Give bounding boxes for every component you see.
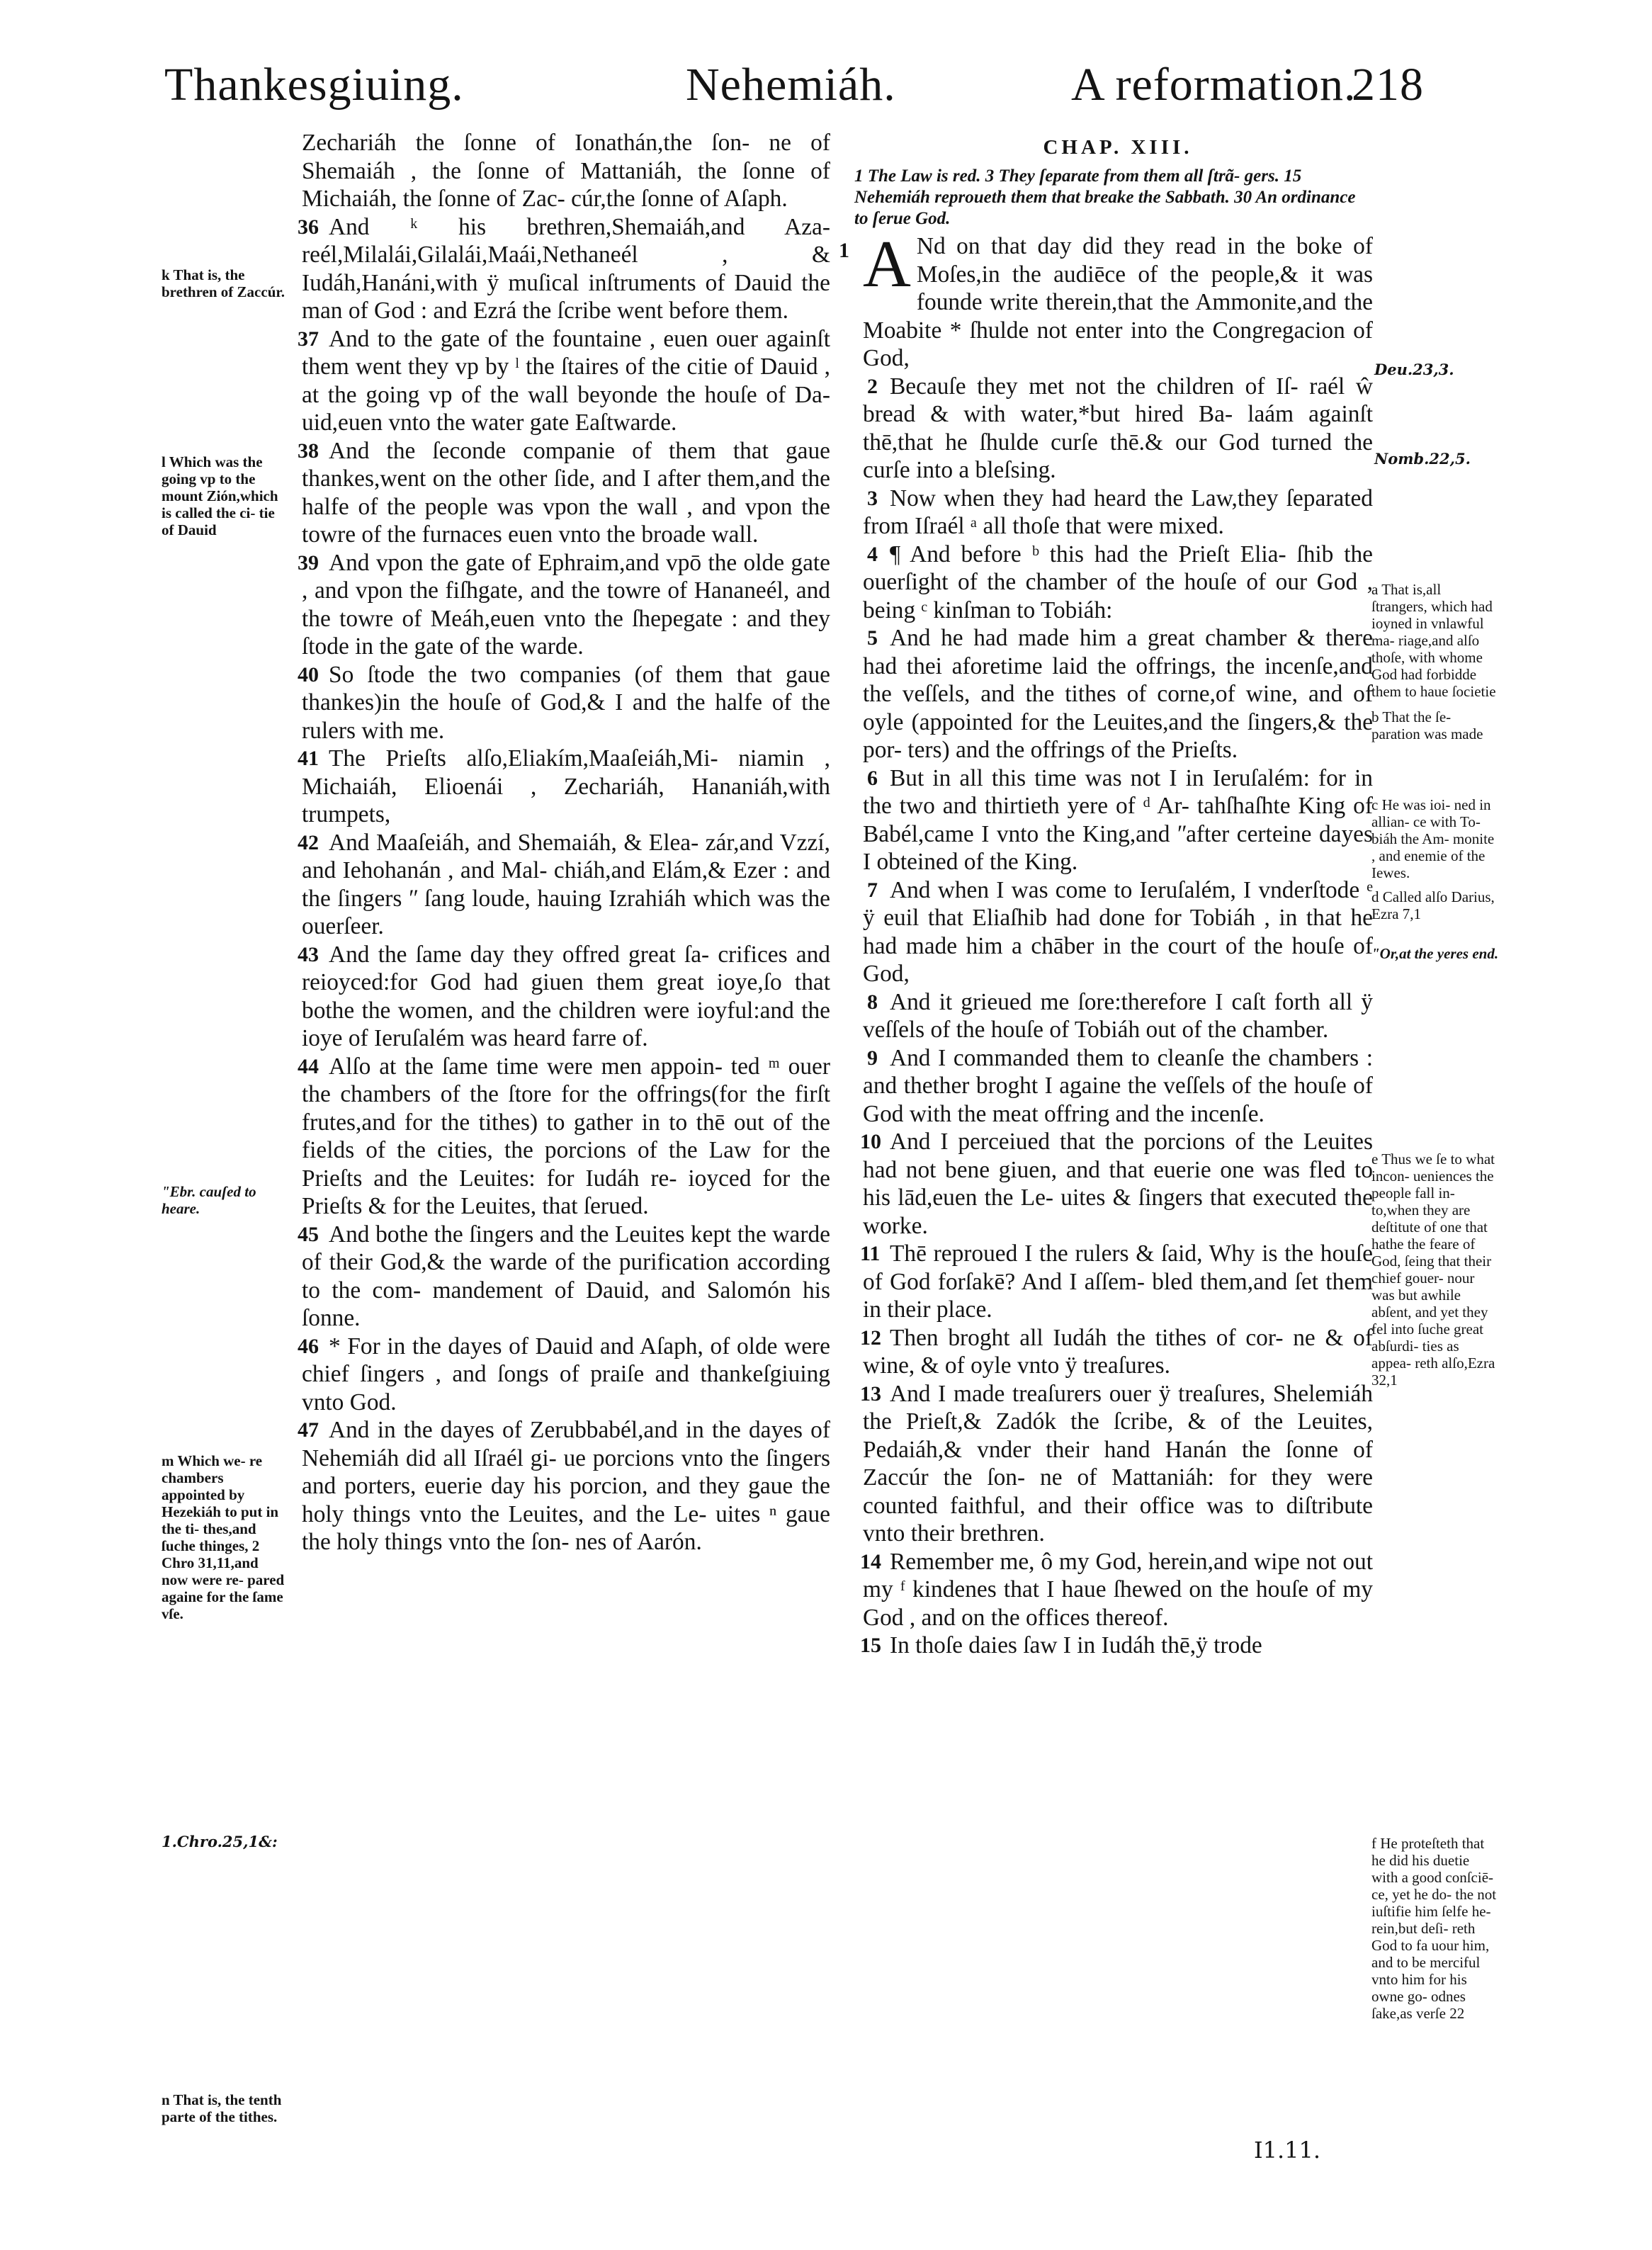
verse: 4 ¶ And before ᵇ this had the Prieſt Elia- ſhib the ouerſight of the chamber of the houſe of our God , being ᶜ kinſman to Tobiáh: [863,541,1373,625]
margin-note-c: c He was ioi- ned in allian- ce with To- biáh the Am- monite , and enemie of the Iewes. [1371,796,1495,881]
verse-number: 14 [860,1549,881,1573]
verse-number: 37 [298,327,319,351]
verse: 40 So ſtode the two companies (of them that gaue thankes)in the houſe of God,& I and the halfe of the rulers with me. [302,661,830,745]
verse-number: 39 [298,550,319,575]
verse-number: 5 [867,626,878,650]
verse-number: 7 [867,878,878,902]
verse: 41 The Prieſts alſo,Eliakím,Maaſeiáh,Mi- niamin , Michaiáh, Elioenái , Zechariáh, Hananiáh,with trumpets, [302,745,830,829]
catchword: I1.11. [1254,2137,1321,2164]
drop-cap: A [863,227,911,301]
cross-reference-numbers: Nomb.22,5. [1374,450,1471,468]
verse-number: 4 [867,542,878,566]
verse: 15 In thoſe daies ſaw I in Iudáh thē,ÿ trode [863,1632,1373,1660]
verse-number: 42 [298,830,319,854]
verse: 13 And I made treaſurers ouer ÿ treaſures, Shelemiáh the Prieſt,& Zadók the ſcribe, & of the Leuites, Pedaiáh,& vnder their hand Hanán the ſonne of Zaccúr the ſon- ne of Mattaniáh: for they were counted faithful, and their office was to diſtribute vnto their brethren. [863,1380,1373,1548]
verse: 44 Alſo at the ſame time were men appoin- ted ᵐ ouer the chambers of the ſtore for the offrings(for the firſt frutes,and for the tithes) to gather in to thē out of the fields of the cities, the porcions of the Law for the Prieſts and the Leuites: for Iudáh re- ioyced for the Prieſts & for the Leuites, that ſerued. [302,1053,830,1221]
verse-number: 38 [298,439,319,463]
verse: 46 * For in the dayes of Dauid and Aſaph, of olde were chief ſingers , and ſongs of praiſe and thankeſgiuing vnto God. [302,1333,830,1417]
running-head-left: Thankesgiuing. [164,59,464,111]
verse: 45 And bothe the ſingers and the Leuites kept the warde of their God,& the warde of the purification according to the com- mandement of Dauid, and Salomón his ſonne. [302,1221,830,1333]
verse-number: 41 [298,747,319,770]
verse-number: 40 [298,662,319,686]
verse-number: 45 [298,1222,319,1246]
verse-number: 3 [867,486,878,510]
verse: 11 Thē reproued I the rulers & ſaid, Why is the houſe of God forſakē? And I aſſem- bled them,and ſet them in their place. [863,1240,1373,1324]
chapter-heading: CHAP. XIII. [1043,136,1193,159]
verse: 7 And when I was come to Ieruſalém, I vnderſtode ᵉ ÿ euil that Eliaſhib had done for Tobiáh , in that he had made him a chāber in the court of the houſe of God, [863,876,1373,988]
verse: 47 And in the dayes of Zerubbabél,and in the dayes of Nehemiáh did all Iſraél gi- ue porcions vnto the ſingers and porters, euerie day his porcion, and they gaue the holy things vnto the Leuites, and the Le- uites ⁿ gaue the holy things vnto the ſon- nes of Aarón. [302,1416,830,1556]
verse: 10 And I perceiued that the porcions of the Leuites had not bene giuen, and that euerie one was fled to his lād,euen the Le- uites & ſingers that executed the worke. [863,1128,1373,1240]
verse-number: 9 [867,1046,878,1070]
verse: 38 And the ſeconde companie of them that gaue thankes,went on the other ſide, and I after them,and the halfe of the people was vpon the wall , and vpon the towre of the furnaces euen vnto the broade wall. [302,437,830,549]
verse: 37 And to the gate of the fountaine , euen ouer againſt them went they vp by ˡ the ſtaires of the citie of Dauid , at the going vp of the wall beyonde the houſe of Da- uid,euen vnto the water gate Eaſtwarde. [302,325,830,437]
margin-note-ebr: ʺEbr. cauſed to heare. [162,1183,256,1217]
left-text-column [298,129,830,1556]
verse-number: 11 [860,1242,881,1265]
verse: 6 But in all this time was not I in Ieruſalém: for in the two and thirtieth yere of ᵈ Ar- tahſhaſhte King of Babél,came I vnto the King,and ʺafter certeine dayes I obteined of the King. [863,764,1373,876]
verse-number: 6 [867,766,878,790]
verse-number: 43 [298,942,319,966]
verse: 14 Remember me, ô my God, herein,and wipe not out my ᶠ kindenes that I haue ſhewed on the houſe of my God , and on the offices thereof. [863,1548,1373,1632]
cross-reference-chronicles: 1.Chro.25,1&: [162,1833,278,1850]
margin-note-b: b That the ſe- paration was made [1371,708,1483,742]
right-text-column [839,129,1373,1660]
verse-number: 13 [860,1381,881,1406]
verse: 3 Now when they had heard the Law,they ſeparated from Iſraél ᵃ all thoſe that were mixed. [863,485,1373,541]
verse-number: 8 [867,990,878,1014]
verse-number: 44 [298,1054,319,1078]
verse-number: 47 [298,1418,319,1442]
verse: 12 Then broght all Iudáh the tithes of cor- ne & of wine, & of oyle vnto ÿ treaſures. [863,1324,1373,1380]
verse: 36 And ᵏ his brethren,Shemaiáh,and Aza- reél,Milalái,Gilalái,Maái,Nethaneél , & Iudáh,Hanáni,with ÿ muſical inſtruments of Dauid the man of God : and Ezrá the ſcribe went before them. [302,213,830,325]
margin-note-f: f He proteſteth that he did his duetie with a good conſciē- ce, yet he do- the not iuſtifie him ſelfe he- rein,but deſi- reth God to fa uour him, and to be merciful vnto him for his owne go- odnes ſake,as verſe 22 [1371,1835,1497,2022]
verse: 5 And he had made him a great chamber & there had thei aforetime laid the offrings, the incenſe,and the veſſels, and the tithes of corne,of wine, and of oyle (appointed for the Leuites,and the ſingers,& the por- ters) and the offrings of the Prieſts. [863,624,1373,764]
chapter-summary: 1 The Law is red. 3 They ſeparate from them all ſtrã- gers. 15 Nehemiáh reproueth them that breake the Sabbath. 30 An ordinance to ſerue God. [854,166,1356,228]
verse-number: 1 [839,239,849,262]
cross-reference-deuteronomy: Deu.23,3. [1374,361,1454,378]
margin-note-l: l Which was the going vp to the mount Zión,which is called the ci- tie of Dauid [162,453,278,538]
verse-number: 46 [298,1334,319,1358]
verse: 43 And the ſame day they offred great ſa- crifices and reioyced:for God had giuen them great ioye,ſo that bothe the women, and the children were ioyful:and the ioye of Ieruſalém was heard farre of. [302,941,830,1053]
margin-note-or: ʺOr,at the yeres end. [1371,945,1499,962]
running-head-book: Nehemiáh. [686,59,896,111]
verse: 1 A Nd on that day did they read in the boke of Moſes,in the audiēce of the people,& it was founde write therein,that the Ammonite,and the Moabite * ſhulde not enter into the Congregacion of God, [839,227,1373,371]
verse: 42 And Maaſeiáh, and Shemaiáh, & Elea- zár,and Vzzí, and Iehohanán , and Mal- chiáh,and Elám,& Ezer : and the ſingers ʺ ſang loude, hauing Izrahiáh which was the ouerſeer. [302,829,830,941]
verse-number: 12 [860,1325,881,1350]
verse: 8 And it grieued me ſore:therefore I caſt forth all ÿ veſſels of the houſe of Tobiáh out of the chamber. [863,988,1373,1044]
verse-number: 10 [860,1130,881,1153]
margin-note-e: e Thus we ſe to what incon- ueniences the people fall in- to,when they are deſtitute of one that hathe the feare of God, ſeing that their chief gouer- nour was but awhile abſent, and yet they fel into ſuche great abſurdi- ties as appea- reth alſo,Ezra 32,1 [1371,1151,1495,1389]
page-number: 218 [1352,59,1424,111]
verse-35-continued: Zechariáh the ſonne of Ionathán,the ſon- ne of Shemaiáh , the ſonne of Mattaniáh, the ſonne of Michaiáh, the ſonne of Zac- cúr,the ſonne of Aſaph. [302,130,830,212]
verse: 2 Becauſe they met not the children of Iſ- raél ŵ bread & with water,*but hired Ba- laám againſt thē,that he ſhulde curſe thē.& our God turned the curſe into a bleſsing. [863,373,1373,485]
margin-note-d: d Called alſo Darius, Ezra 7,1 [1371,888,1495,922]
margin-note-n: n That is, the tenth parte of the tithes. [162,2091,282,2125]
verse-number: 36 [298,215,319,239]
verse: 9 And I commanded them to cleanſe the chambers : and thether broght I againe the veſſels of the houſe of God with the meat offring and the incenſe. [863,1044,1373,1129]
verse: 39 And vpon the gate of Ephraim,and vpō the olde gate , and vpon the fiſhgate, and the towre of Hananeél, and the towre of Meáh,euen vnto the ſhepegate : and they ſtode in the gate of the warde. [302,549,830,661]
running-head-right: A reformation. [1071,59,1357,111]
margin-note-m: m Which we- re chambers appointed by Hezekiáh to put in the ti- thes,and ſuche thinges, 2 Chro 31,11,and now were re- pared againe for the ſame vſe. [162,1452,285,1622]
margin-note-k: k That is, the brethren of Zaccúr. [162,266,285,300]
margin-note-a: a That is,all ſtrangers, which had ioyned in vnlawful ma- riage,and alſo thoſe, with whome God had forbidde them to haue ſocietie [1371,581,1496,700]
verse-number: 2 [867,374,878,398]
verse-number: 15 [860,1634,881,1657]
